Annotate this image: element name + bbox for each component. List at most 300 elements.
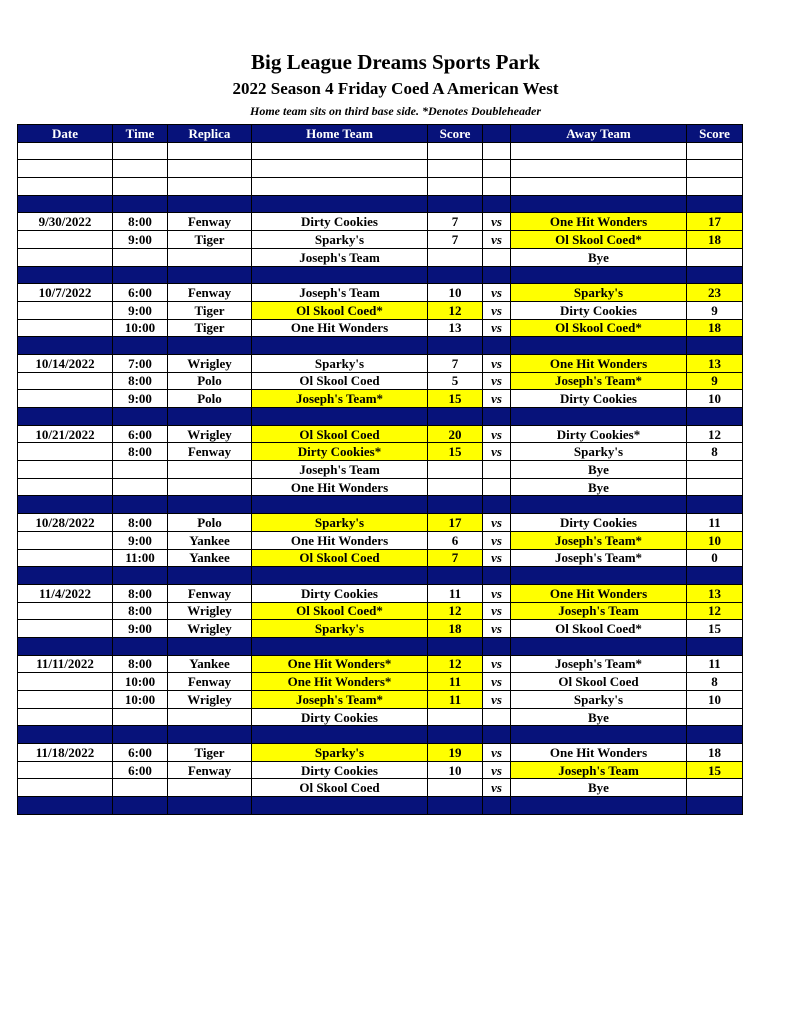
replica-cell: Wrigley (168, 691, 252, 709)
home-team-cell (252, 195, 428, 213)
date-cell (18, 319, 113, 337)
home-score-cell: 7 (428, 213, 483, 231)
home-team-cell: Ol Skool Coed* (252, 602, 428, 620)
time-cell (113, 266, 168, 284)
home-team-cell: Joseph's Team (252, 284, 428, 302)
col-home-score-header: Score (428, 125, 483, 143)
away-team-cell: Joseph's Team* (511, 531, 687, 549)
time-cell: 9:00 (113, 620, 168, 638)
vs-cell (483, 797, 511, 815)
vs-cell: vs (483, 213, 511, 231)
date-cell: 9/30/2022 (18, 213, 113, 231)
replica-cell: Tiger (168, 301, 252, 319)
replica-cell: Fenway (168, 584, 252, 602)
vs-cell: vs (483, 443, 511, 461)
replica-cell: Polo (168, 390, 252, 408)
game-row (18, 372, 743, 390)
away-team-cell: Bye (511, 779, 687, 797)
game-row (18, 691, 743, 709)
vs-cell: vs (483, 744, 511, 762)
home-score-cell (428, 461, 483, 479)
game-row (18, 354, 743, 372)
away-team-cell: Bye (511, 708, 687, 726)
home-score-cell (428, 708, 483, 726)
away-score-cell: 23 (687, 284, 743, 302)
time-cell (113, 408, 168, 426)
home-score-cell: 5 (428, 372, 483, 390)
time-cell (113, 160, 168, 178)
date-cell (18, 231, 113, 249)
home-team-cell: Sparky's (252, 620, 428, 638)
away-score-cell: 18 (687, 231, 743, 249)
replica-cell (168, 726, 252, 744)
away-score-cell (687, 779, 743, 797)
time-cell: 10:00 (113, 319, 168, 337)
away-score-cell (687, 496, 743, 514)
home-score-cell (428, 567, 483, 585)
replica-cell (168, 637, 252, 655)
time-cell: 9:00 (113, 301, 168, 319)
home-team-cell: Dirty Cookies* (252, 443, 428, 461)
away-score-cell (687, 142, 743, 160)
replica-cell (168, 142, 252, 160)
game-row (18, 673, 743, 691)
time-cell: 9:00 (113, 390, 168, 408)
home-team-cell (252, 408, 428, 426)
date-cell (18, 602, 113, 620)
home-score-cell (428, 337, 483, 355)
vs-cell (483, 478, 511, 496)
vs-cell: vs (483, 372, 511, 390)
home-team-cell: One Hit Wonders (252, 478, 428, 496)
home-team-cell (252, 637, 428, 655)
away-score-cell: 0 (687, 549, 743, 567)
time-cell (113, 797, 168, 815)
replica-cell (168, 461, 252, 479)
date-cell (18, 797, 113, 815)
col-away-team-header: Away Team (511, 125, 687, 143)
home-score-cell: 10 (428, 761, 483, 779)
date-cell (18, 779, 113, 797)
home-team-cell: One Hit Wonders (252, 319, 428, 337)
col-home-team-header: Home Team (252, 125, 428, 143)
date-cell (18, 178, 113, 196)
replica-cell: Fenway (168, 213, 252, 231)
home-score-cell: 11 (428, 691, 483, 709)
away-score-cell (687, 195, 743, 213)
away-team-cell (511, 637, 687, 655)
separator-row (18, 408, 743, 426)
game-row (18, 531, 743, 549)
game-row (18, 231, 743, 249)
bye-row (18, 478, 743, 496)
away-team-cell: Joseph's Team* (511, 372, 687, 390)
date-cell: 10/28/2022 (18, 514, 113, 532)
date-cell (18, 708, 113, 726)
away-score-cell (687, 337, 743, 355)
replica-cell: Tiger (168, 231, 252, 249)
col-replica-header: Replica (168, 125, 252, 143)
home-team-cell: Ol Skool Coed* (252, 301, 428, 319)
replica-cell: Wrigley (168, 602, 252, 620)
vs-cell: vs (483, 319, 511, 337)
vs-cell (483, 408, 511, 426)
away-team-cell: Joseph's Team (511, 602, 687, 620)
page-title: Big League Dreams Sports Park (251, 50, 540, 74)
vs-cell: vs (483, 531, 511, 549)
date-cell (18, 461, 113, 479)
time-cell: 10:00 (113, 691, 168, 709)
game-row (18, 213, 743, 231)
replica-cell: Wrigley (168, 425, 252, 443)
date-cell (18, 761, 113, 779)
away-score-cell (687, 637, 743, 655)
col-vs-header (483, 125, 511, 143)
replica-cell: Yankee (168, 549, 252, 567)
away-team-cell: Dirty Cookies (511, 301, 687, 319)
home-team-cell: One Hit Wonders (252, 531, 428, 549)
away-team-cell: Bye (511, 248, 687, 266)
home-team-cell: Joseph's Team (252, 461, 428, 479)
time-cell: 8:00 (113, 372, 168, 390)
replica-cell: Fenway (168, 761, 252, 779)
home-score-cell (428, 266, 483, 284)
replica-cell: Wrigley (168, 620, 252, 638)
home-team-cell: Sparky's (252, 514, 428, 532)
home-team-cell: Dirty Cookies (252, 708, 428, 726)
away-score-cell: 13 (687, 354, 743, 372)
date-cell (18, 496, 113, 514)
vs-cell: vs (483, 425, 511, 443)
away-score-cell (687, 478, 743, 496)
away-team-cell: Sparky's (511, 443, 687, 461)
away-team-cell: Dirty Cookies (511, 390, 687, 408)
separator-row (18, 567, 743, 585)
separator-row (18, 266, 743, 284)
away-score-cell (687, 726, 743, 744)
home-team-cell: Sparky's (252, 744, 428, 762)
home-score-cell: 18 (428, 620, 483, 638)
time-cell: 7:00 (113, 354, 168, 372)
date-cell (18, 372, 113, 390)
date-cell (18, 673, 113, 691)
date-cell: 10/14/2022 (18, 354, 113, 372)
home-team-cell: Joseph's Team (252, 248, 428, 266)
vs-cell: vs (483, 231, 511, 249)
home-team-cell: Ol Skool Coed (252, 779, 428, 797)
separator-row (18, 337, 743, 355)
time-cell: 9:00 (113, 531, 168, 549)
vs-cell: vs (483, 354, 511, 372)
time-cell: 8:00 (113, 584, 168, 602)
replica-cell (168, 496, 252, 514)
time-cell (113, 726, 168, 744)
date-cell (18, 337, 113, 355)
home-team-cell (252, 160, 428, 178)
vs-cell (483, 637, 511, 655)
home-score-cell: 12 (428, 301, 483, 319)
date-cell (18, 142, 113, 160)
away-team-cell (511, 195, 687, 213)
home-score-cell: 20 (428, 425, 483, 443)
vs-cell (483, 195, 511, 213)
home-score-cell: 15 (428, 390, 483, 408)
home-score-cell: 12 (428, 655, 483, 673)
home-score-cell (428, 478, 483, 496)
date-cell: 11/4/2022 (18, 584, 113, 602)
game-row (18, 584, 743, 602)
away-score-cell: 11 (687, 655, 743, 673)
replica-cell (168, 708, 252, 726)
away-team-cell (511, 178, 687, 196)
separator-row (18, 637, 743, 655)
home-score-cell (428, 160, 483, 178)
away-score-cell: 15 (687, 620, 743, 638)
replica-cell: Yankee (168, 531, 252, 549)
col-date-header: Date (18, 125, 113, 143)
home-score-cell (428, 797, 483, 815)
replica-cell (168, 337, 252, 355)
date-cell (18, 390, 113, 408)
date-cell (18, 549, 113, 567)
col-time-header: Time (113, 125, 168, 143)
game-row (18, 284, 743, 302)
away-team-cell: Bye (511, 478, 687, 496)
replica-cell (168, 195, 252, 213)
time-cell: 9:00 (113, 231, 168, 249)
away-team-cell (511, 142, 687, 160)
time-cell (113, 461, 168, 479)
away-team-cell: Sparky's (511, 691, 687, 709)
home-team-cell: Joseph's Team* (252, 691, 428, 709)
away-score-cell: 18 (687, 319, 743, 337)
away-score-cell: 15 (687, 761, 743, 779)
page-note: Home team sits on third base side. *Denotes Doubleheader (250, 104, 541, 118)
time-cell (113, 708, 168, 726)
home-score-cell (428, 726, 483, 744)
away-team-cell: Ol Skool Coed (511, 673, 687, 691)
vs-cell (483, 567, 511, 585)
away-score-cell: 17 (687, 213, 743, 231)
home-score-cell (428, 178, 483, 196)
home-score-cell: 6 (428, 531, 483, 549)
empty-row (18, 142, 743, 160)
date-cell (18, 637, 113, 655)
home-team-cell (252, 567, 428, 585)
away-score-cell (687, 248, 743, 266)
home-score-cell: 12 (428, 602, 483, 620)
replica-cell: Fenway (168, 673, 252, 691)
away-score-cell: 10 (687, 531, 743, 549)
away-team-cell: Bye (511, 461, 687, 479)
home-team-cell: Ol Skool Coed (252, 425, 428, 443)
date-cell: 11/11/2022 (18, 655, 113, 673)
home-score-cell: 11 (428, 584, 483, 602)
game-row (18, 620, 743, 638)
home-team-cell (252, 142, 428, 160)
away-team-cell: One Hit Wonders (511, 213, 687, 231)
vs-cell (483, 178, 511, 196)
home-team-cell: One Hit Wonders* (252, 673, 428, 691)
time-cell: 8:00 (113, 213, 168, 231)
vs-cell: vs (483, 284, 511, 302)
schedule-table (17, 124, 743, 815)
home-team-cell: Dirty Cookies (252, 213, 428, 231)
vs-cell: vs (483, 301, 511, 319)
away-score-cell: 12 (687, 602, 743, 620)
away-score-cell: 13 (687, 584, 743, 602)
replica-cell: Polo (168, 372, 252, 390)
time-cell: 8:00 (113, 514, 168, 532)
replica-cell (168, 266, 252, 284)
header-row (18, 125, 743, 143)
away-score-cell: 8 (687, 673, 743, 691)
home-score-cell: 19 (428, 744, 483, 762)
replica-cell (168, 408, 252, 426)
home-score-cell (428, 195, 483, 213)
home-score-cell (428, 779, 483, 797)
away-score-cell: 11 (687, 514, 743, 532)
away-team-cell (511, 160, 687, 178)
time-cell: 10:00 (113, 673, 168, 691)
date-cell (18, 195, 113, 213)
away-team-cell: Joseph's Team (511, 761, 687, 779)
away-team-cell: Sparky's (511, 284, 687, 302)
home-score-cell: 15 (428, 443, 483, 461)
away-team-cell: One Hit Wonders (511, 744, 687, 762)
away-score-cell (687, 708, 743, 726)
home-team-cell: Joseph's Team* (252, 390, 428, 408)
vs-cell (483, 726, 511, 744)
vs-cell (483, 266, 511, 284)
away-score-cell (687, 461, 743, 479)
away-team-cell: Dirty Cookies (511, 514, 687, 532)
replica-cell (168, 567, 252, 585)
home-team-cell (252, 726, 428, 744)
replica-cell (168, 248, 252, 266)
away-team-cell: Joseph's Team* (511, 549, 687, 567)
date-cell (18, 691, 113, 709)
date-cell (18, 443, 113, 461)
date-cell (18, 531, 113, 549)
bye-row (18, 248, 743, 266)
home-team-cell (252, 797, 428, 815)
replica-cell: Yankee (168, 655, 252, 673)
away-team-cell (511, 726, 687, 744)
away-team-cell: Ol Skool Coed* (511, 231, 687, 249)
away-score-cell (687, 797, 743, 815)
game-row (18, 390, 743, 408)
empty-row (18, 178, 743, 196)
home-score-cell: 7 (428, 549, 483, 567)
time-cell (113, 337, 168, 355)
vs-cell: vs (483, 549, 511, 567)
bye-row (18, 461, 743, 479)
game-row (18, 514, 743, 532)
home-team-cell: Ol Skool Coed (252, 372, 428, 390)
separator-row (18, 496, 743, 514)
time-cell (113, 637, 168, 655)
vs-cell: vs (483, 691, 511, 709)
away-score-cell (687, 266, 743, 284)
home-score-cell: 7 (428, 354, 483, 372)
time-cell: 6:00 (113, 284, 168, 302)
game-row (18, 602, 743, 620)
date-cell: 11/18/2022 (18, 744, 113, 762)
home-score-cell: 17 (428, 514, 483, 532)
replica-cell: Fenway (168, 284, 252, 302)
away-score-cell: 10 (687, 691, 743, 709)
home-team-cell: One Hit Wonders* (252, 655, 428, 673)
vs-cell (483, 461, 511, 479)
home-team-cell: Sparky's (252, 354, 428, 372)
vs-cell: vs (483, 761, 511, 779)
home-score-cell (428, 496, 483, 514)
time-cell: 8:00 (113, 655, 168, 673)
time-cell: 6:00 (113, 425, 168, 443)
game-row (18, 319, 743, 337)
time-cell (113, 142, 168, 160)
away-team-cell (511, 266, 687, 284)
away-score-cell: 9 (687, 301, 743, 319)
time-cell (113, 496, 168, 514)
away-team-cell: One Hit Wonders (511, 584, 687, 602)
date-cell: 10/21/2022 (18, 425, 113, 443)
away-team-cell: Joseph's Team* (511, 655, 687, 673)
time-cell (113, 779, 168, 797)
separator-row (18, 797, 743, 815)
replica-cell: Wrigley (168, 354, 252, 372)
replica-cell (168, 779, 252, 797)
replica-cell: Fenway (168, 443, 252, 461)
time-cell (113, 178, 168, 196)
away-score-cell (687, 178, 743, 196)
separator-row (18, 195, 743, 213)
away-team-cell (511, 496, 687, 514)
away-score-cell: 18 (687, 744, 743, 762)
away-team-cell (511, 408, 687, 426)
vs-cell (483, 708, 511, 726)
away-score-cell: 9 (687, 372, 743, 390)
away-team-cell: Dirty Cookies* (511, 425, 687, 443)
home-score-cell: 10 (428, 284, 483, 302)
replica-cell: Tiger (168, 744, 252, 762)
home-score-cell (428, 248, 483, 266)
home-team-cell (252, 266, 428, 284)
home-score-cell: 7 (428, 231, 483, 249)
vs-cell: vs (483, 514, 511, 532)
away-score-cell (687, 160, 743, 178)
time-cell: 8:00 (113, 602, 168, 620)
separator-row (18, 726, 743, 744)
home-score-cell (428, 408, 483, 426)
vs-cell: vs (483, 602, 511, 620)
home-score-cell (428, 142, 483, 160)
game-row (18, 744, 743, 762)
game-row (18, 425, 743, 443)
game-row (18, 301, 743, 319)
home-team-cell (252, 178, 428, 196)
replica-cell (168, 178, 252, 196)
vs-cell: vs (483, 779, 511, 797)
away-team-cell: Ol Skool Coed* (511, 620, 687, 638)
away-team-cell: One Hit Wonders (511, 354, 687, 372)
away-team-cell (511, 797, 687, 815)
date-cell: 10/7/2022 (18, 284, 113, 302)
date-cell (18, 160, 113, 178)
date-cell (18, 567, 113, 585)
time-cell: 6:00 (113, 761, 168, 779)
